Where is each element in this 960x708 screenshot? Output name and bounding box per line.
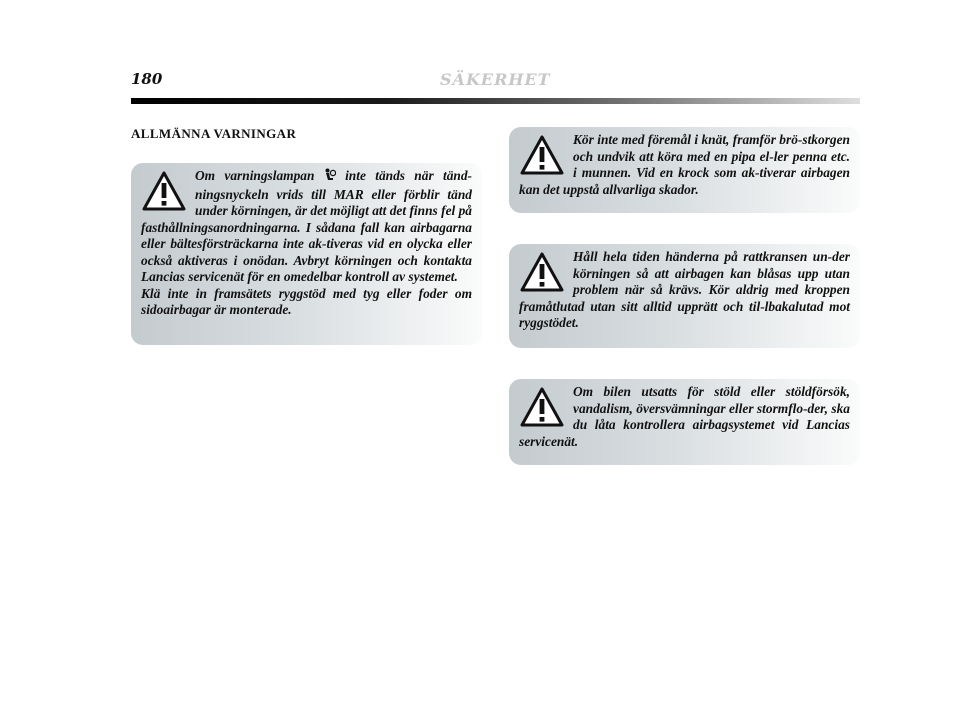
header-rule — [131, 98, 860, 104]
section-title: SÄKERHET — [440, 70, 551, 89]
warning-box-hands-on-wheel — [509, 244, 860, 348]
warning-text-part2: inte tänds när tänd-ningsnyckeln vrids till MAR eller förblir tänd under körningen, är det möjligt att det finns fel på fasthållningsanordningarna. I sådana fall kan airbagarna eller bältesförsträckarna inte ak-tiveras vid en olycka eller också aktiveras i onödan. Avbryt körningen och kontakta Lancias servicenät för en omedelbar kontroll av systemet. — [141, 168, 472, 284]
warning-box-theft-damage — [509, 379, 860, 465]
warning-triangle-icon — [519, 386, 565, 432]
warning-text — [519, 384, 850, 450]
warning-text — [519, 249, 850, 332]
warning-text-body: Om bilen utsatts för stöld eller stöldförsök, vandalism, översvämningar eller stormflo-der, ska du låta kontrollera airbagsystemet vid Lancias servicenät. — [519, 384, 850, 449]
warning-text — [141, 168, 472, 319]
general-warnings-heading: ALLMÄNNA VARNINGAR — [131, 126, 297, 141]
warning-triangle-icon — [141, 170, 187, 216]
warning-triangle-icon — [519, 134, 565, 180]
warning-text-part3: Klä inte in framsätets ryggstöd med tyg eller foder om sidoairbagar är monterade. — [141, 285, 472, 317]
warning-box-objects — [509, 127, 860, 213]
warning-text — [519, 132, 850, 198]
warning-text-body: Kör inte med föremål i knät, framför brö-stkorgen och undvik att köra med en pipa el-ler penna etc. i munnen. Vid en krock som ak-tiverar airbagen kan det uppstå allvarliga skador. — [519, 132, 850, 197]
page-number: 180 — [131, 70, 163, 88]
warning-text-body: Håll hela tiden händerna på rattkransen un-der körningen så att airbagen kan blåsas upp utan problem när så krävs. Kör aldrig med kroppen framåtlutad utan sitt alltid upprätt och til-lbakalutad mot ryggstödet. — [519, 249, 850, 330]
warning-text-part1: Om varningslampan — [195, 168, 324, 183]
warning-triangle-icon — [519, 251, 565, 297]
warning-box-airbag-lamp — [131, 163, 482, 345]
airbag-warning-icon — [324, 168, 336, 187]
